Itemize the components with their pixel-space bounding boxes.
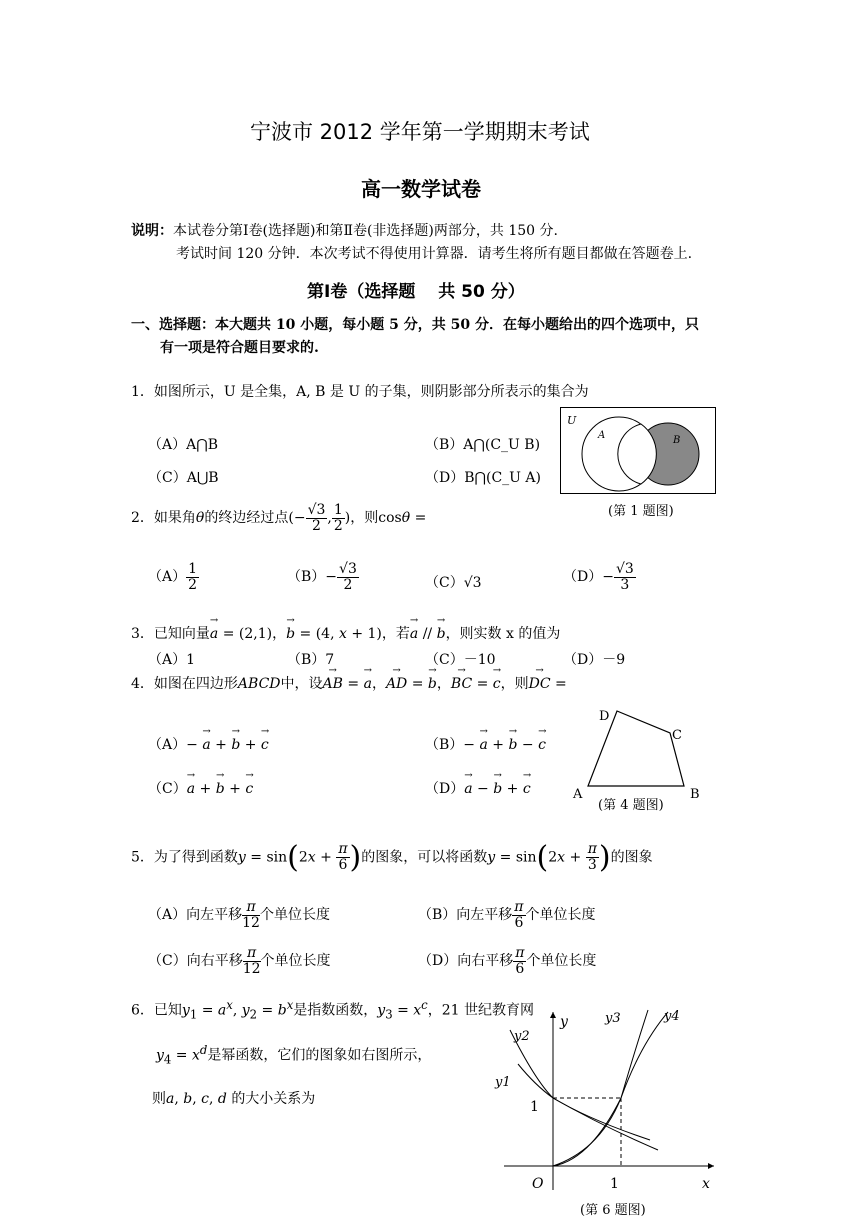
q5-option-a: （A）向左平移 $\frac{\pi}{12}$ 个单位长度 (148, 899, 330, 931)
q1-stem: 1．如图所示，U 是全集，A, B 是 U 的子集，则阴影部分所表示的集合为 (131, 384, 589, 400)
origin-label: O (532, 1176, 544, 1192)
curve-y4 (553, 1012, 668, 1166)
quadrilateral-figure (568, 706, 708, 806)
q1-option-a: （A）A⋂B (148, 437, 218, 453)
vertex-c-label: C (672, 728, 682, 743)
q1-option-c: （C）A⋃B (148, 470, 219, 486)
q5-option-c: （C）向右平移 $\frac{\pi}{12}$ 个单位长度 (148, 945, 331, 977)
q5-option-b: （B）向左平移 $\frac{\pi}{6}$ 个单位长度 (418, 899, 596, 931)
section-1-heading-line-1: 一、选择题：本大题共 10 小题，每小题 5 分，共 50 分．在每小题给出的四个选项中，只 (131, 317, 699, 333)
exam-title: 宁波市 2012 学年第一学期期末考试 (250, 120, 590, 144)
note-line-1: 说明：本试卷分第Ⅰ卷(选择题)和第Ⅱ卷(非选择题)两部分，共 150 分. (131, 223, 558, 239)
q3-stem: 3．已知向量→ a = (2,1)，→ b = (4, x + 1)，若→ a // → b，则实数 x 的值为 (131, 623, 560, 643)
q5-option-d: （D）向右平移 $\frac{\pi}{6}$ 个单位长度 (418, 945, 597, 977)
exam-subtitle: 高一数学试卷 (361, 177, 481, 201)
q6-stem-line-3: 则a, b, c, d 的大小关系为 (152, 1091, 316, 1107)
q6-stem: 6．已知$y_1 = a^x$, $y_2 = b^x$是指数函数，$y_3 = x^c$，21 世纪教育网 (131, 998, 534, 1022)
x-one-label: 1 (610, 1176, 619, 1192)
curve-y2-label: y2 (514, 1029, 530, 1044)
q1-option-b: （B）A⋂(C_U B) (425, 437, 541, 453)
q4-option-c: （C）→ a + → b + → c (148, 778, 253, 798)
q3-option-d: （D）－9 (563, 652, 626, 668)
q2-option-d: （D）− $\frac{√3}{3}$ (563, 561, 634, 593)
q1-option-d: （D）B⋂(C_U A) (425, 470, 541, 486)
vertex-b-label: B (690, 787, 700, 802)
q2-option-a: （A） $\frac{1}{2}$ (148, 561, 198, 593)
curve-y1-label: y1 (495, 1075, 511, 1090)
y-axis-label: y (560, 1014, 568, 1030)
x-axis-label: x (702, 1176, 710, 1192)
q6-stem-line-2: $y_4 = x^d$是幂函数，它们的图象如右图所示， (156, 1043, 432, 1067)
q5-stem: 5．为了得到函数y = sin(2x + $\frac{\pi}{6}$ )的图象，可以将函数y = sin(2x + $\frac{\pi}{3}$ )的图象 (131, 840, 653, 875)
venn-b-label: B (673, 435, 681, 446)
note-label: 说明： (131, 223, 173, 239)
curve-y1 (518, 1064, 658, 1150)
function-graph-figure (490, 1000, 720, 1196)
q2-option-c: （C）√3 (425, 575, 482, 591)
q4-option-a: （A）− → a + → b + → c (148, 734, 269, 754)
q6-figure-caption: (第 6 题图) (580, 1203, 646, 1218)
q4-option-b: （B）− → a + → b − → c (425, 734, 546, 754)
q4-option-d: （D）→ a − → b + → c (425, 778, 531, 798)
vertex-a-label: A (573, 787, 583, 802)
section-1-heading-line-2: 有一项是符合题目要求的. (160, 340, 319, 356)
q4-stem: 4．如图在四边形ABCD中，设→ AB = → a，→ AD = → b，→ BC = → c，则→ DC = (131, 673, 567, 693)
curve-y2 (510, 1030, 650, 1140)
venn-u-label: U (567, 414, 577, 427)
q3-option-a: （A）1 (148, 652, 196, 668)
curve-y3-label: y3 (605, 1011, 621, 1026)
q3-option-b: （B）7 (287, 652, 335, 668)
q4-figure-caption: (第 4 题图) (598, 798, 664, 813)
venn-a-label: A (598, 430, 606, 441)
vertex-d-label: D (599, 709, 610, 724)
venn-diagram (560, 407, 717, 495)
q2-option-b: （B）− $\frac{√3}{2}$ (287, 561, 357, 593)
curve-y3 (553, 1010, 648, 1166)
note-line-2: 考试时间 120 分钟．本次考试不得使用计算器．请考生将所有题目都做在答题卷上. (176, 246, 693, 262)
q1-figure-caption: (第 1 题图) (608, 504, 674, 519)
q2-stem: 2．如果角θ的终边经过点(− $\frac{√3}{2}$ , $\frac{1}{2}$ )，则cosθ = (131, 502, 427, 534)
y-one-label: 1 (530, 1099, 539, 1115)
q3-option-c: （C）－10 (425, 652, 496, 668)
curve-y4-label: y4 (664, 1009, 680, 1024)
volume-1-title: 第Ⅰ卷（选择题 共 50 分） (307, 282, 525, 302)
